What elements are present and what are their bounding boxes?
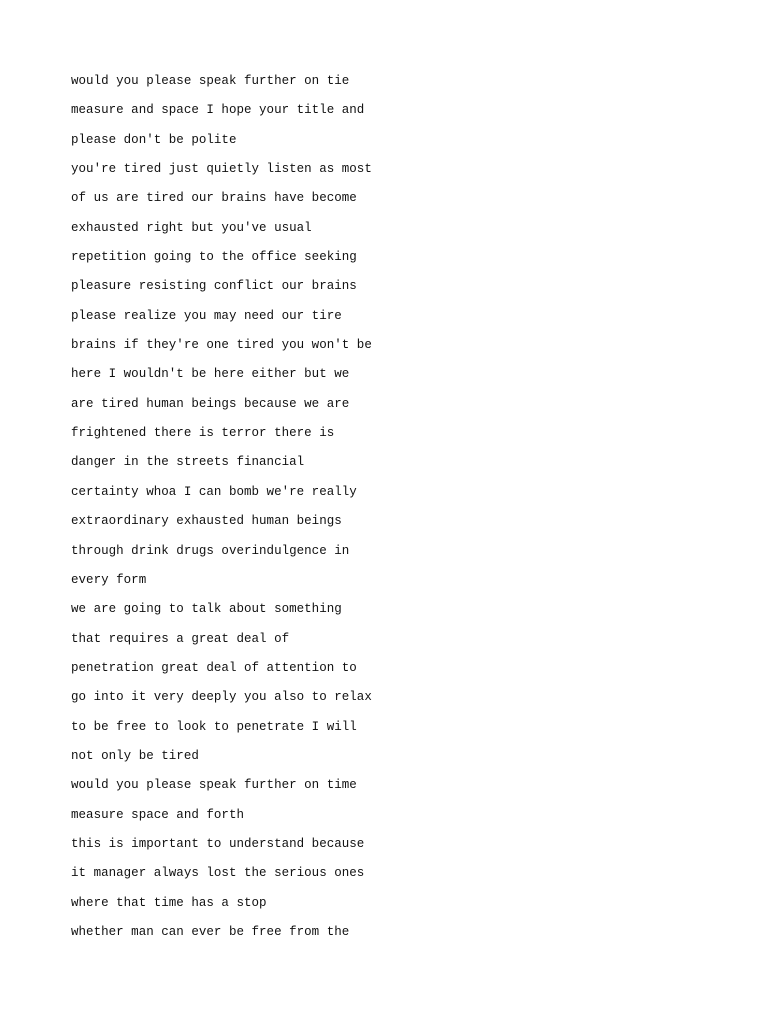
text-line: frightened there is terror there is [71,426,335,441]
text-line: that requires a great deal of [71,631,290,646]
text-line: where that time has a stop [71,895,267,910]
text-line: not only be tired [71,748,199,763]
text-line: to be free to look to penetrate I will [71,719,357,734]
text-line: certainty whoa I can bomb we're really [71,484,357,499]
text-line: of us are tired our brains have become [71,191,357,206]
transcript-text [71,67,372,947]
text-line: penetration great deal of attention to [71,660,357,675]
text-line: pleasure resisting conflict our brains [71,279,357,294]
text-line: brains if they're one tired you won't be [71,338,372,353]
text-line: danger in the streets financial [71,455,305,470]
text-line: please realize you may need our tire [71,308,342,323]
text-line: go into it very deeply you also to relax [71,690,372,705]
text-line: this is important to understand because [71,836,365,851]
text-line: it manager always lost the serious ones [71,866,365,881]
text-line: would you please speak further on tie [71,74,350,88]
text-line: repetition going to the office seeking [71,250,357,265]
text-line: extraordinary exhausted human beings [71,514,342,529]
text-line: measure space and forth [71,807,244,822]
text-line: through drink drugs overindulgence in [71,543,350,558]
text-line: would you please speak further on time [71,778,357,793]
text-line: you're tired just quietly listen as most [71,162,372,177]
text-line: are tired human beings because we are [71,396,350,411]
text-line: here I wouldn't be here either but we [71,367,350,382]
text-line: exhausted right but you've usual [71,220,312,235]
text-line: every form [71,572,147,587]
text-line: we are going to talk about something [71,602,342,617]
text-line: measure and space I hope your title and [71,103,365,118]
text-line: whether man can ever be free from the [71,924,350,939]
text-line: please don't be polite [71,132,237,147]
